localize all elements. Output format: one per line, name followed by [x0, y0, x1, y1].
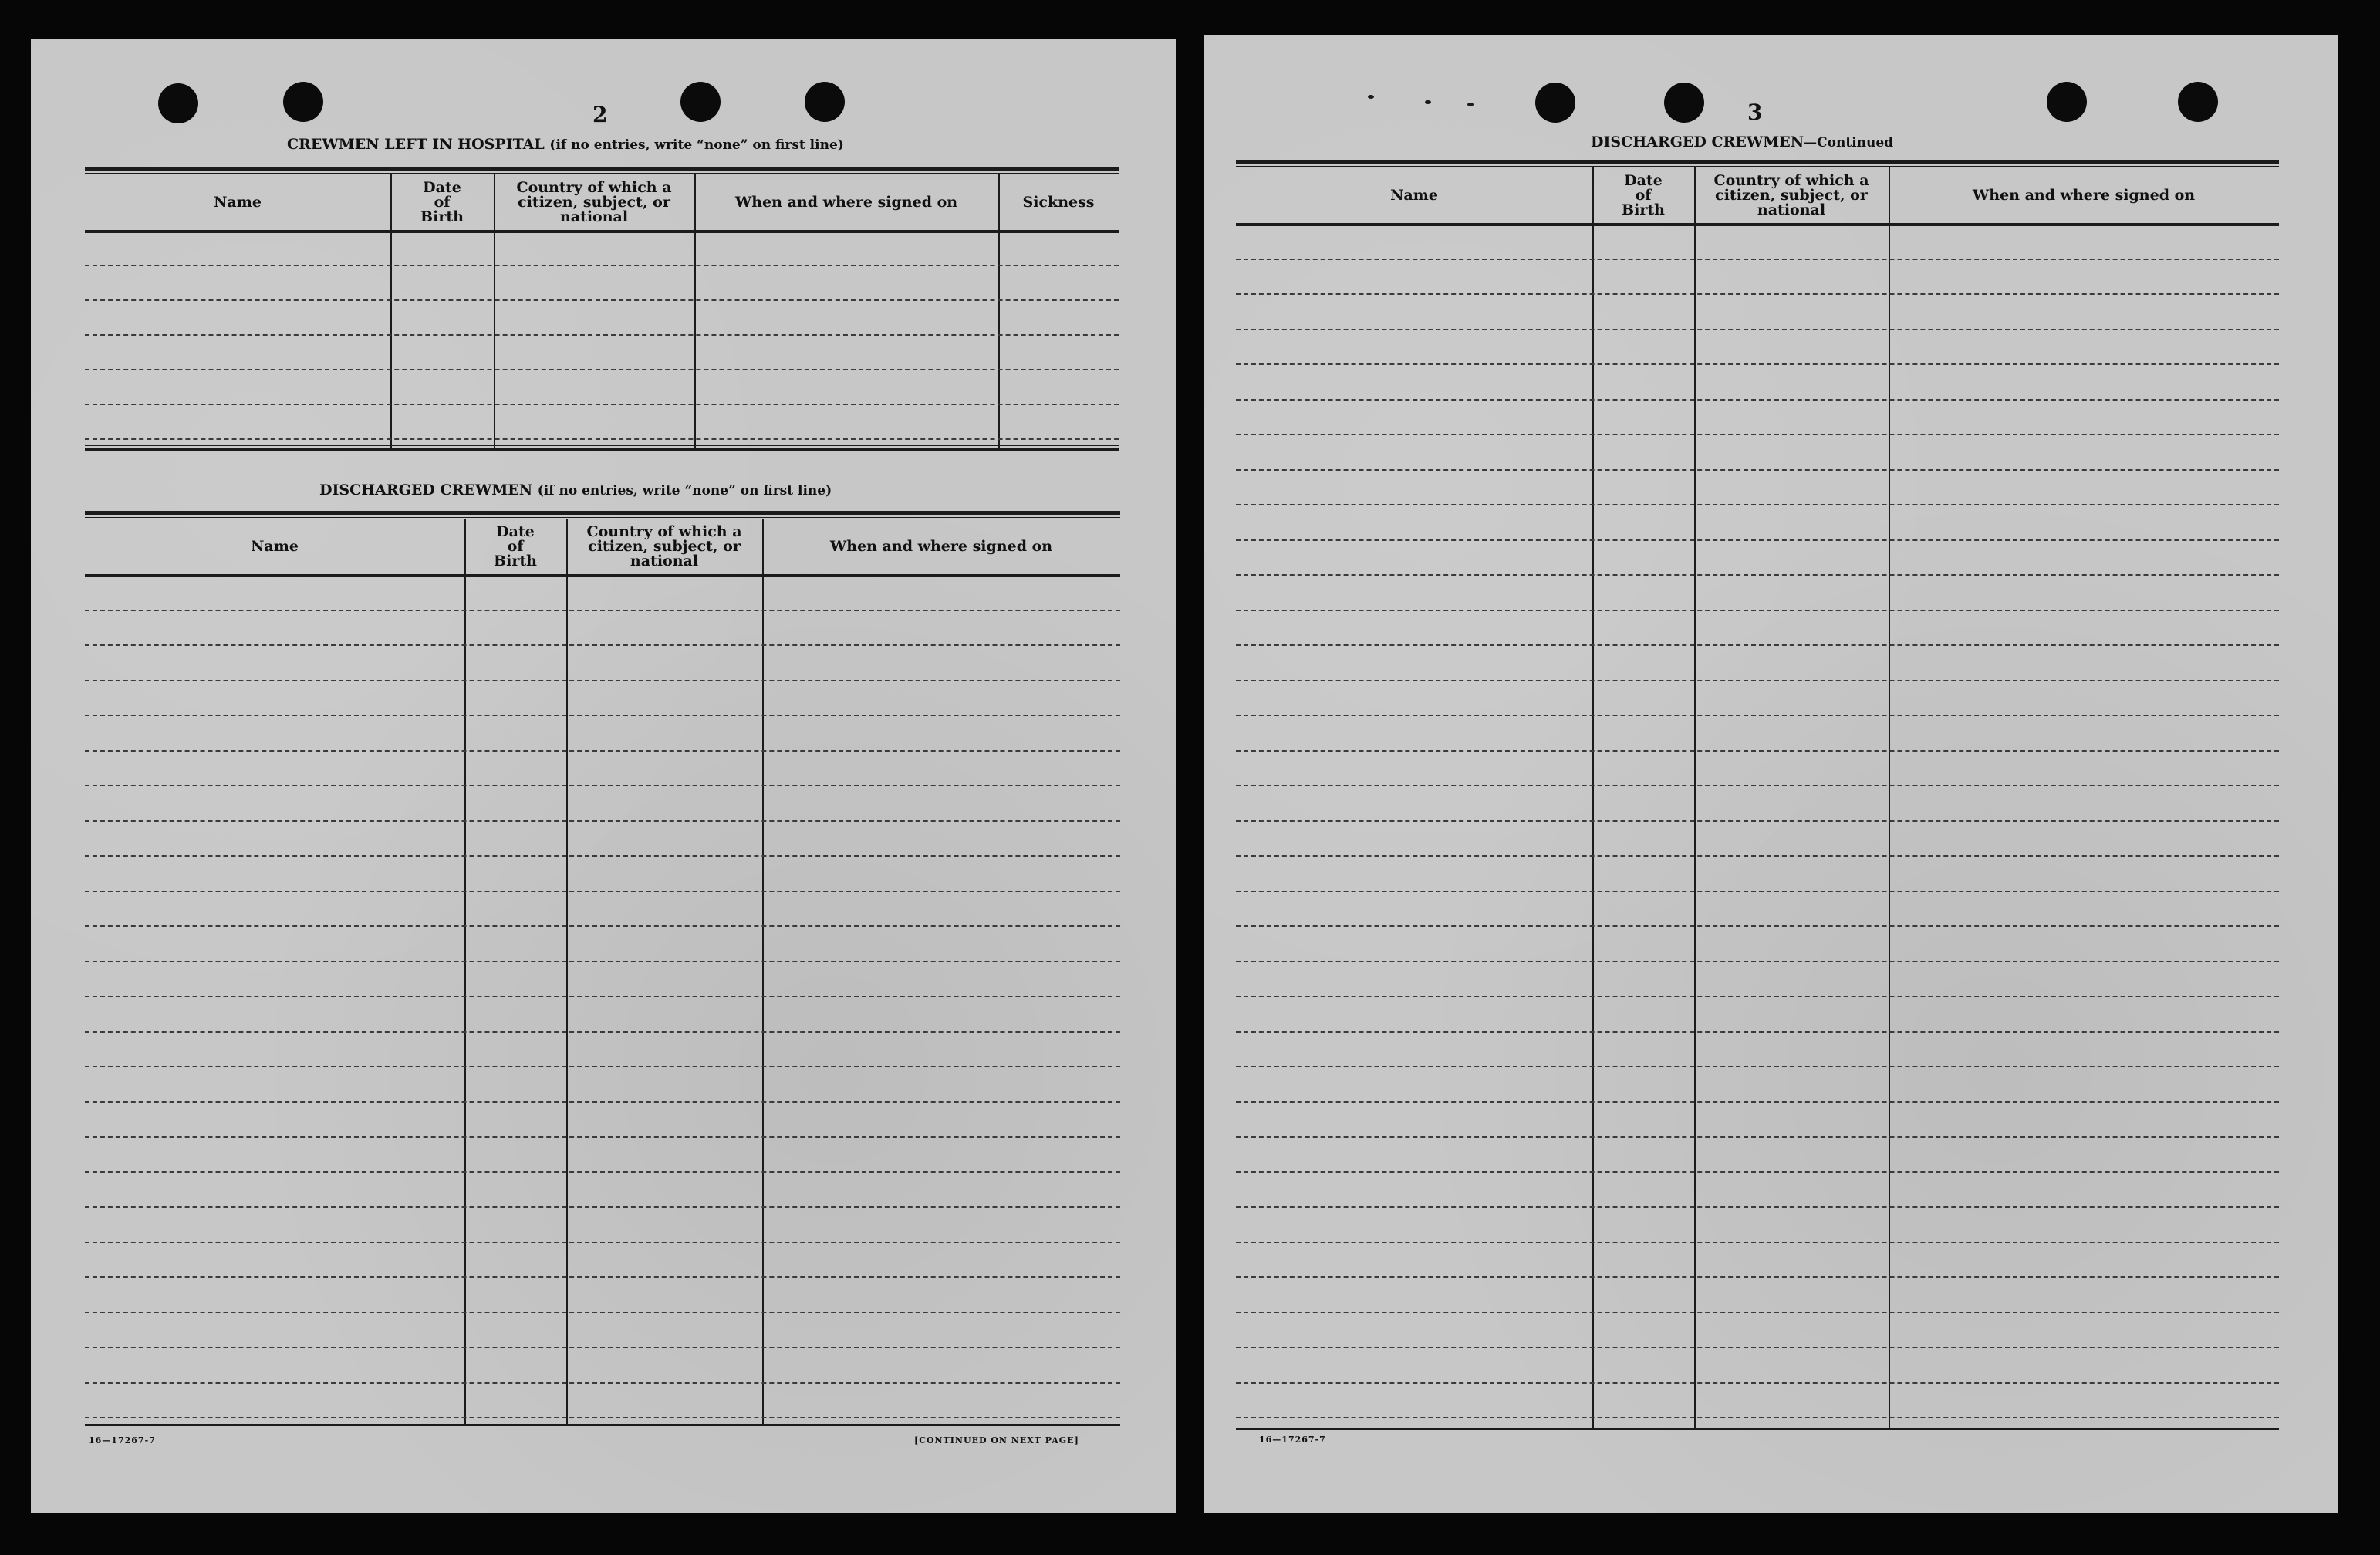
form-number: 16—17267-7 [89, 1435, 156, 1445]
left-page [31, 39, 1176, 1513]
table-row [85, 855, 1120, 857]
page-number: 2 [592, 102, 608, 127]
table-row [1236, 610, 2279, 611]
table-row [85, 750, 1120, 752]
table-top-rule [85, 167, 1119, 171]
table-row [1236, 644, 2279, 646]
table-row [85, 1031, 1120, 1033]
column-header: Date of Birth [420, 178, 464, 225]
table-top-rule [85, 173, 1119, 174]
column-header: When and where signed on [734, 193, 958, 211]
table-header-rule [85, 230, 1119, 233]
table-row [1236, 750, 2279, 752]
column-divider [464, 519, 466, 1426]
column-header: Sickness [1022, 193, 1095, 211]
table-header-rule [1236, 223, 2279, 226]
speck-mark [1368, 95, 1374, 99]
table-row [85, 404, 1119, 405]
table-header-rule [85, 574, 1120, 577]
column-header: Date of Birth [494, 522, 537, 570]
column-header: Country of which a citizen, subject, or national [516, 178, 672, 225]
table-row [1236, 1312, 2279, 1313]
table-row [85, 785, 1120, 786]
table-row [85, 644, 1120, 646]
table-top-rule [1236, 160, 2279, 164]
column-header: Date of Birth [1622, 171, 1665, 218]
table-row [1236, 574, 2279, 576]
discharged-continued-text: DISCHARGED CREWMEN [1591, 134, 1804, 150]
table-top-rule [85, 511, 1120, 515]
table-row [1236, 891, 2279, 892]
table-row [85, 1066, 1120, 1067]
column-header: Name [214, 193, 262, 211]
column-header: Country of which a citizen, subject, or national [586, 522, 742, 570]
table-row [1236, 1136, 2279, 1138]
column-divider [762, 519, 764, 1426]
discharged-section-title [319, 482, 832, 499]
table-row [85, 1382, 1120, 1384]
table-row [85, 334, 1119, 336]
speck-mark [1425, 100, 1431, 104]
table-row [1236, 329, 2279, 330]
table-row [1236, 504, 2279, 505]
table-row [85, 891, 1120, 892]
punch-hole [283, 82, 323, 122]
table-row [1236, 715, 2279, 716]
hospital-instruction: (if no entries, write “none” on first line) [549, 137, 844, 153]
table-row [1236, 785, 2279, 786]
table-row [1236, 434, 2279, 435]
table-row [85, 1136, 1120, 1138]
discharged-table [85, 511, 1120, 1426]
table-row [1236, 1347, 2279, 1348]
table-row [85, 1171, 1120, 1173]
punch-hole [1664, 83, 1704, 123]
form-number: 16—17267-7 [1259, 1435, 1326, 1445]
column-header: Name [1390, 186, 1438, 204]
table-row [85, 1101, 1120, 1103]
column-header: Country of which a citizen, subject, or national [1713, 171, 1869, 218]
column-header: Name [251, 537, 299, 555]
table-row [1236, 1171, 2279, 1173]
table-row [85, 820, 1120, 822]
table-row [85, 996, 1120, 997]
table-row [1236, 1101, 2279, 1103]
continued-suffix: —Continued [1804, 135, 1894, 150]
table-row [85, 1206, 1120, 1208]
column-header: When and where signed on [1972, 186, 2196, 204]
hospital-table [85, 167, 1119, 451]
punch-hole [805, 82, 845, 122]
table-row [1236, 820, 2279, 822]
table-row [85, 369, 1119, 370]
table-row [1236, 1242, 2279, 1243]
table-row [1236, 1382, 2279, 1384]
table-row [1236, 1417, 2279, 1418]
punch-hole [2178, 82, 2218, 122]
table-row [85, 438, 1119, 440]
table-bottom-rule [85, 445, 1119, 446]
table-top-rule [1236, 166, 2279, 167]
column-header: When and where signed on [829, 537, 1053, 555]
discharged-continued-table [1236, 160, 2279, 1430]
table-row [1236, 539, 2279, 541]
table-bottom-rule [1236, 1428, 2279, 1430]
table-bottom-rule [85, 448, 1119, 451]
table-bottom-rule [85, 1424, 1120, 1426]
table-row [1236, 1276, 2279, 1278]
table-row [85, 1276, 1120, 1278]
column-divider [566, 519, 568, 1426]
table-row [1236, 680, 2279, 681]
table-row [1236, 1206, 2279, 1208]
table-row [1236, 259, 2279, 260]
table-row [85, 715, 1120, 716]
table-row [85, 925, 1120, 927]
table-row [1236, 996, 2279, 997]
punch-hole [2047, 82, 2087, 122]
table-row [85, 265, 1119, 266]
table-row [85, 961, 1120, 962]
table-row [1236, 399, 2279, 401]
right-page [1204, 35, 2338, 1513]
table-row [1236, 469, 2279, 471]
table-row [1236, 961, 2279, 962]
discharged-continued-title [1591, 134, 1893, 150]
table-row [1236, 925, 2279, 927]
punch-hole [1535, 83, 1575, 123]
punch-hole [680, 82, 721, 122]
speck-mark [1467, 103, 1474, 106]
table-row [85, 680, 1120, 681]
continued-note: [CONTINUED ON NEXT PAGE] [914, 1435, 1079, 1445]
table-row [85, 299, 1119, 301]
table-row [85, 1347, 1120, 1348]
punch-hole [158, 83, 198, 123]
table-row [1236, 293, 2279, 295]
table-row [85, 610, 1120, 611]
table-row [85, 1242, 1120, 1243]
discharged-instruction: (if no entries, write “none” on first line) [537, 483, 832, 499]
table-row [85, 1312, 1120, 1313]
table-row [85, 1417, 1120, 1418]
hospital-section-title [287, 136, 844, 153]
table-row [1236, 1066, 2279, 1067]
table-row [1236, 1031, 2279, 1033]
table-top-rule [85, 517, 1120, 518]
table-row [1236, 363, 2279, 365]
discharged-title-text: DISCHARGED CREWMEN [319, 482, 533, 499]
table-row [1236, 855, 2279, 857]
page-number: 3 [1747, 100, 1763, 125]
hospital-title-text: CREWMEN LEFT IN HOSPITAL [287, 136, 545, 153]
